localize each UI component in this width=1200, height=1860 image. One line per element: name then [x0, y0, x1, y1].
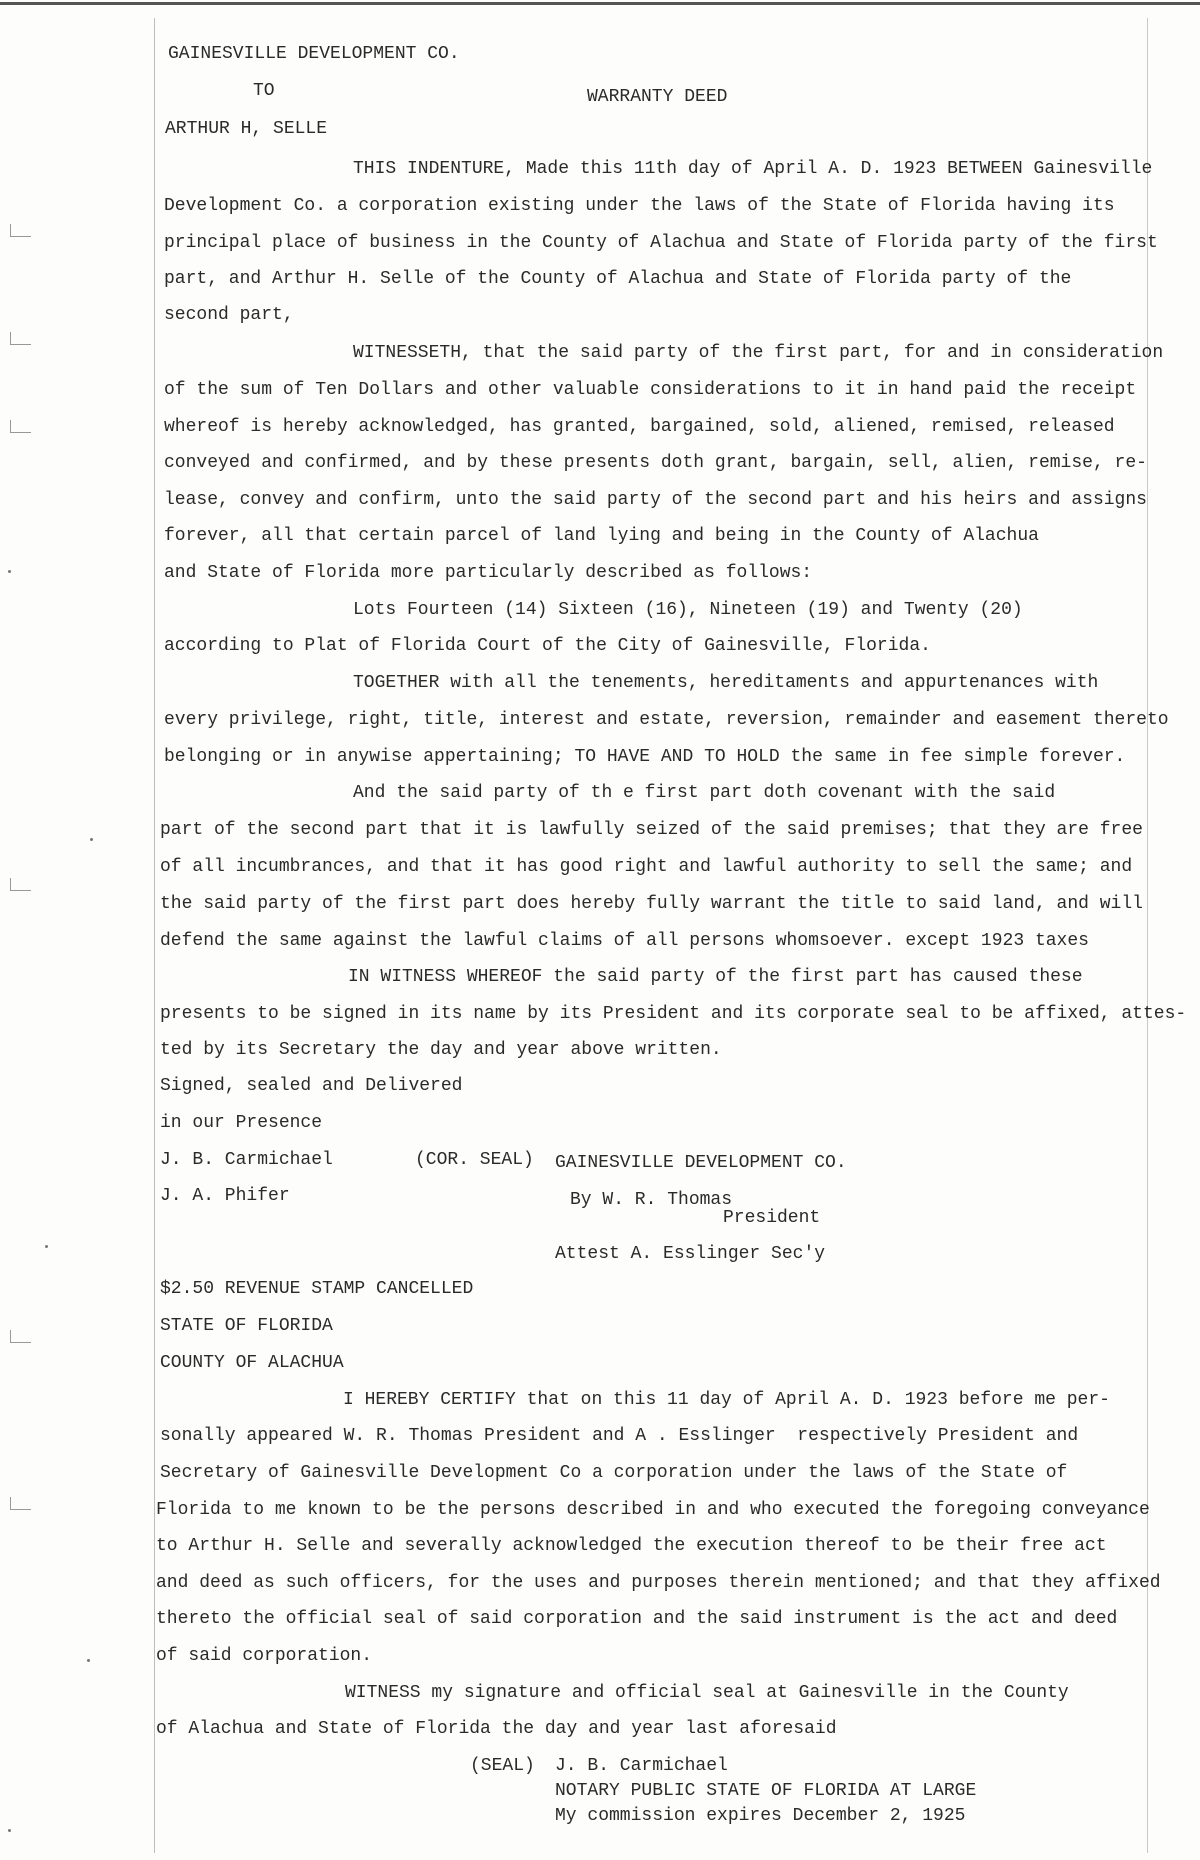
certify-line: and deed as such officers, for the uses and purposes therein mentioned; and that they affixed: [156, 1573, 1161, 1593]
grantor-name: GAINESVILLE DEVELOPMENT CO.: [168, 44, 460, 64]
venue-state: STATE OF FLORIDA: [160, 1316, 333, 1336]
notary-commission: My commission expires December 2, 1925: [555, 1806, 966, 1826]
witness-signature: J. A. Phifer: [160, 1186, 290, 1206]
notary-witness-line: of Alachua and State of Florida the day and year last aforesaid: [156, 1719, 837, 1739]
witnesseth-line: and State of Florida more particularly described as follows:: [164, 563, 813, 583]
signed-sealed-delivered: Signed, sealed and Delivered: [160, 1076, 463, 1096]
witnesseth-line: lease, convey and confirm, unto the said party of the second part and his heirs and assigns: [164, 490, 1147, 510]
certify-line: sonally appeared W. R. Thomas President and A . Esslinger respectively President and: [160, 1426, 1079, 1446]
notary-witness-line: WITNESS my signature and official seal at Gainesville in the County: [345, 1683, 1069, 1703]
notary-signature: J. B. Carmichael: [555, 1756, 728, 1776]
indenture-line: Development Co. a corporation existing under the laws of the State of Florida having its: [164, 196, 1115, 216]
witnesseth-line: conveyed and confirmed, and by these presents doth grant, bargain, sell, alien, remise, re-: [164, 453, 1147, 473]
covenant-line: part of the second part that it is lawfully seized of the said premises; that they are free: [160, 820, 1143, 840]
secretary-attest: Attest A. Esslinger Sec'y: [555, 1244, 826, 1264]
binding-mark: [10, 1497, 31, 1510]
certify-line: Secretary of Gainesville Development Co a corporation under the laws of the State of: [160, 1463, 1068, 1483]
notary-seal: (SEAL): [470, 1756, 535, 1776]
together-line: belonging or in anywise appertaining; TO HAVE AND TO HOLD the same in fee simple forever.: [164, 747, 1126, 767]
together-line: every privilege, right, title, interest and estate, reversion, remainder and easement thereto: [164, 710, 1169, 730]
witnesseth-line: whereof is hereby acknowledged, has granted, bargained, sold, aliened, remised, released: [164, 417, 1115, 437]
left-margin-line: [154, 18, 155, 1853]
certify-line: to Arthur H. Selle and severally acknowledged the execution thereof to be their free act: [156, 1536, 1107, 1556]
speck: [90, 838, 93, 841]
binding-mark: [10, 332, 31, 345]
binding-mark: [10, 224, 31, 237]
witnesseth-line: forever, all that certain parcel of land lying and being in the County of Alachua: [164, 526, 1039, 546]
witnesseth-line: WITNESSETH, that the said party of the first part, for and in consideration: [353, 343, 1164, 363]
speck: [8, 1829, 11, 1832]
indenture-line: second part,: [164, 305, 294, 325]
indenture-line: principal place of business in the County of Alachua and State of Florida party of the first: [164, 233, 1158, 253]
witnesseth-line: of the sum of Ten Dollars and other valuable considerations to it in hand paid the receipt: [164, 380, 1137, 400]
venue-county: COUNTY OF ALACHUA: [160, 1353, 344, 1373]
president-signature: By W. R. Thomas: [570, 1190, 733, 1210]
binding-mark: [10, 420, 31, 433]
company-signature-block: GAINESVILLE DEVELOPMENT CO.: [555, 1153, 847, 1173]
revenue-stamp-note: $2.50 REVENUE STAMP CANCELLED: [160, 1279, 474, 1299]
to-label: TO: [253, 81, 275, 101]
grantee-name: ARTHUR H, SELLE: [165, 119, 328, 139]
covenant-line: And the said party of th e first part doth covenant with the said: [353, 783, 1056, 803]
binding-mark: [10, 878, 31, 891]
together-line: TOGETHER with all the tenements, hereditaments and appurtenances with: [353, 673, 1099, 693]
certify-line: Florida to me known to be the persons described in and who executed the foregoing conveyance: [156, 1500, 1150, 1520]
certify-line: thereto the official seal of said corporation and the said instrument is the act and deed: [156, 1609, 1118, 1629]
indenture-line: part, and Arthur H. Selle of the County of Alachua and State of Florida party of the: [164, 269, 1072, 289]
witness-signature: J. B. Carmichael: [160, 1150, 333, 1170]
lots-description: Lots Fourteen (14) Sixteen (16), Nineteen (19) and Twenty (20): [353, 600, 1023, 620]
top-rule: [0, 2, 1200, 5]
lots-description: according to Plat of Florida Court of the City of Gainesville, Florida.: [164, 636, 931, 656]
corporate-seal: (COR. SEAL): [415, 1150, 534, 1170]
in-witness-line: ted by its Secretary the day and year above written.: [160, 1040, 722, 1060]
speck: [87, 1659, 90, 1662]
document-title: WARRANTY DEED: [587, 87, 728, 107]
indenture-line: THIS INDENTURE, Made this 11th day of April A. D. 1923 BETWEEN Gainesville: [353, 159, 1153, 179]
binding-mark: [10, 1330, 31, 1343]
certify-line: I HEREBY CERTIFY that on this 11 day of April A. D. 1923 before me per-: [343, 1390, 1110, 1410]
covenant-line: the said party of the first part does hereby fully warrant the title to said land, and will: [160, 894, 1143, 914]
speck: [8, 570, 11, 573]
speck: [45, 1245, 48, 1248]
president-title: President: [723, 1208, 821, 1228]
covenant-line: defend the same against the lawful claims of all persons whomsoever. except 1923 taxes: [160, 931, 1089, 951]
in-witness-line: presents to be signed in its name by its President and its corporate seal to be affixed, attes-: [160, 1004, 1187, 1024]
in-witness-line: IN WITNESS WHEREOF the said party of the first part has caused these: [348, 967, 1083, 987]
covenant-line: of all incumbrances, and that it has good right and lawful authority to sell the same; and: [160, 857, 1133, 877]
certify-line: of said corporation.: [156, 1646, 373, 1666]
in-our-presence: in our Presence: [160, 1113, 323, 1133]
notary-title: NOTARY PUBLIC STATE OF FLORIDA AT LARGE: [555, 1781, 977, 1801]
